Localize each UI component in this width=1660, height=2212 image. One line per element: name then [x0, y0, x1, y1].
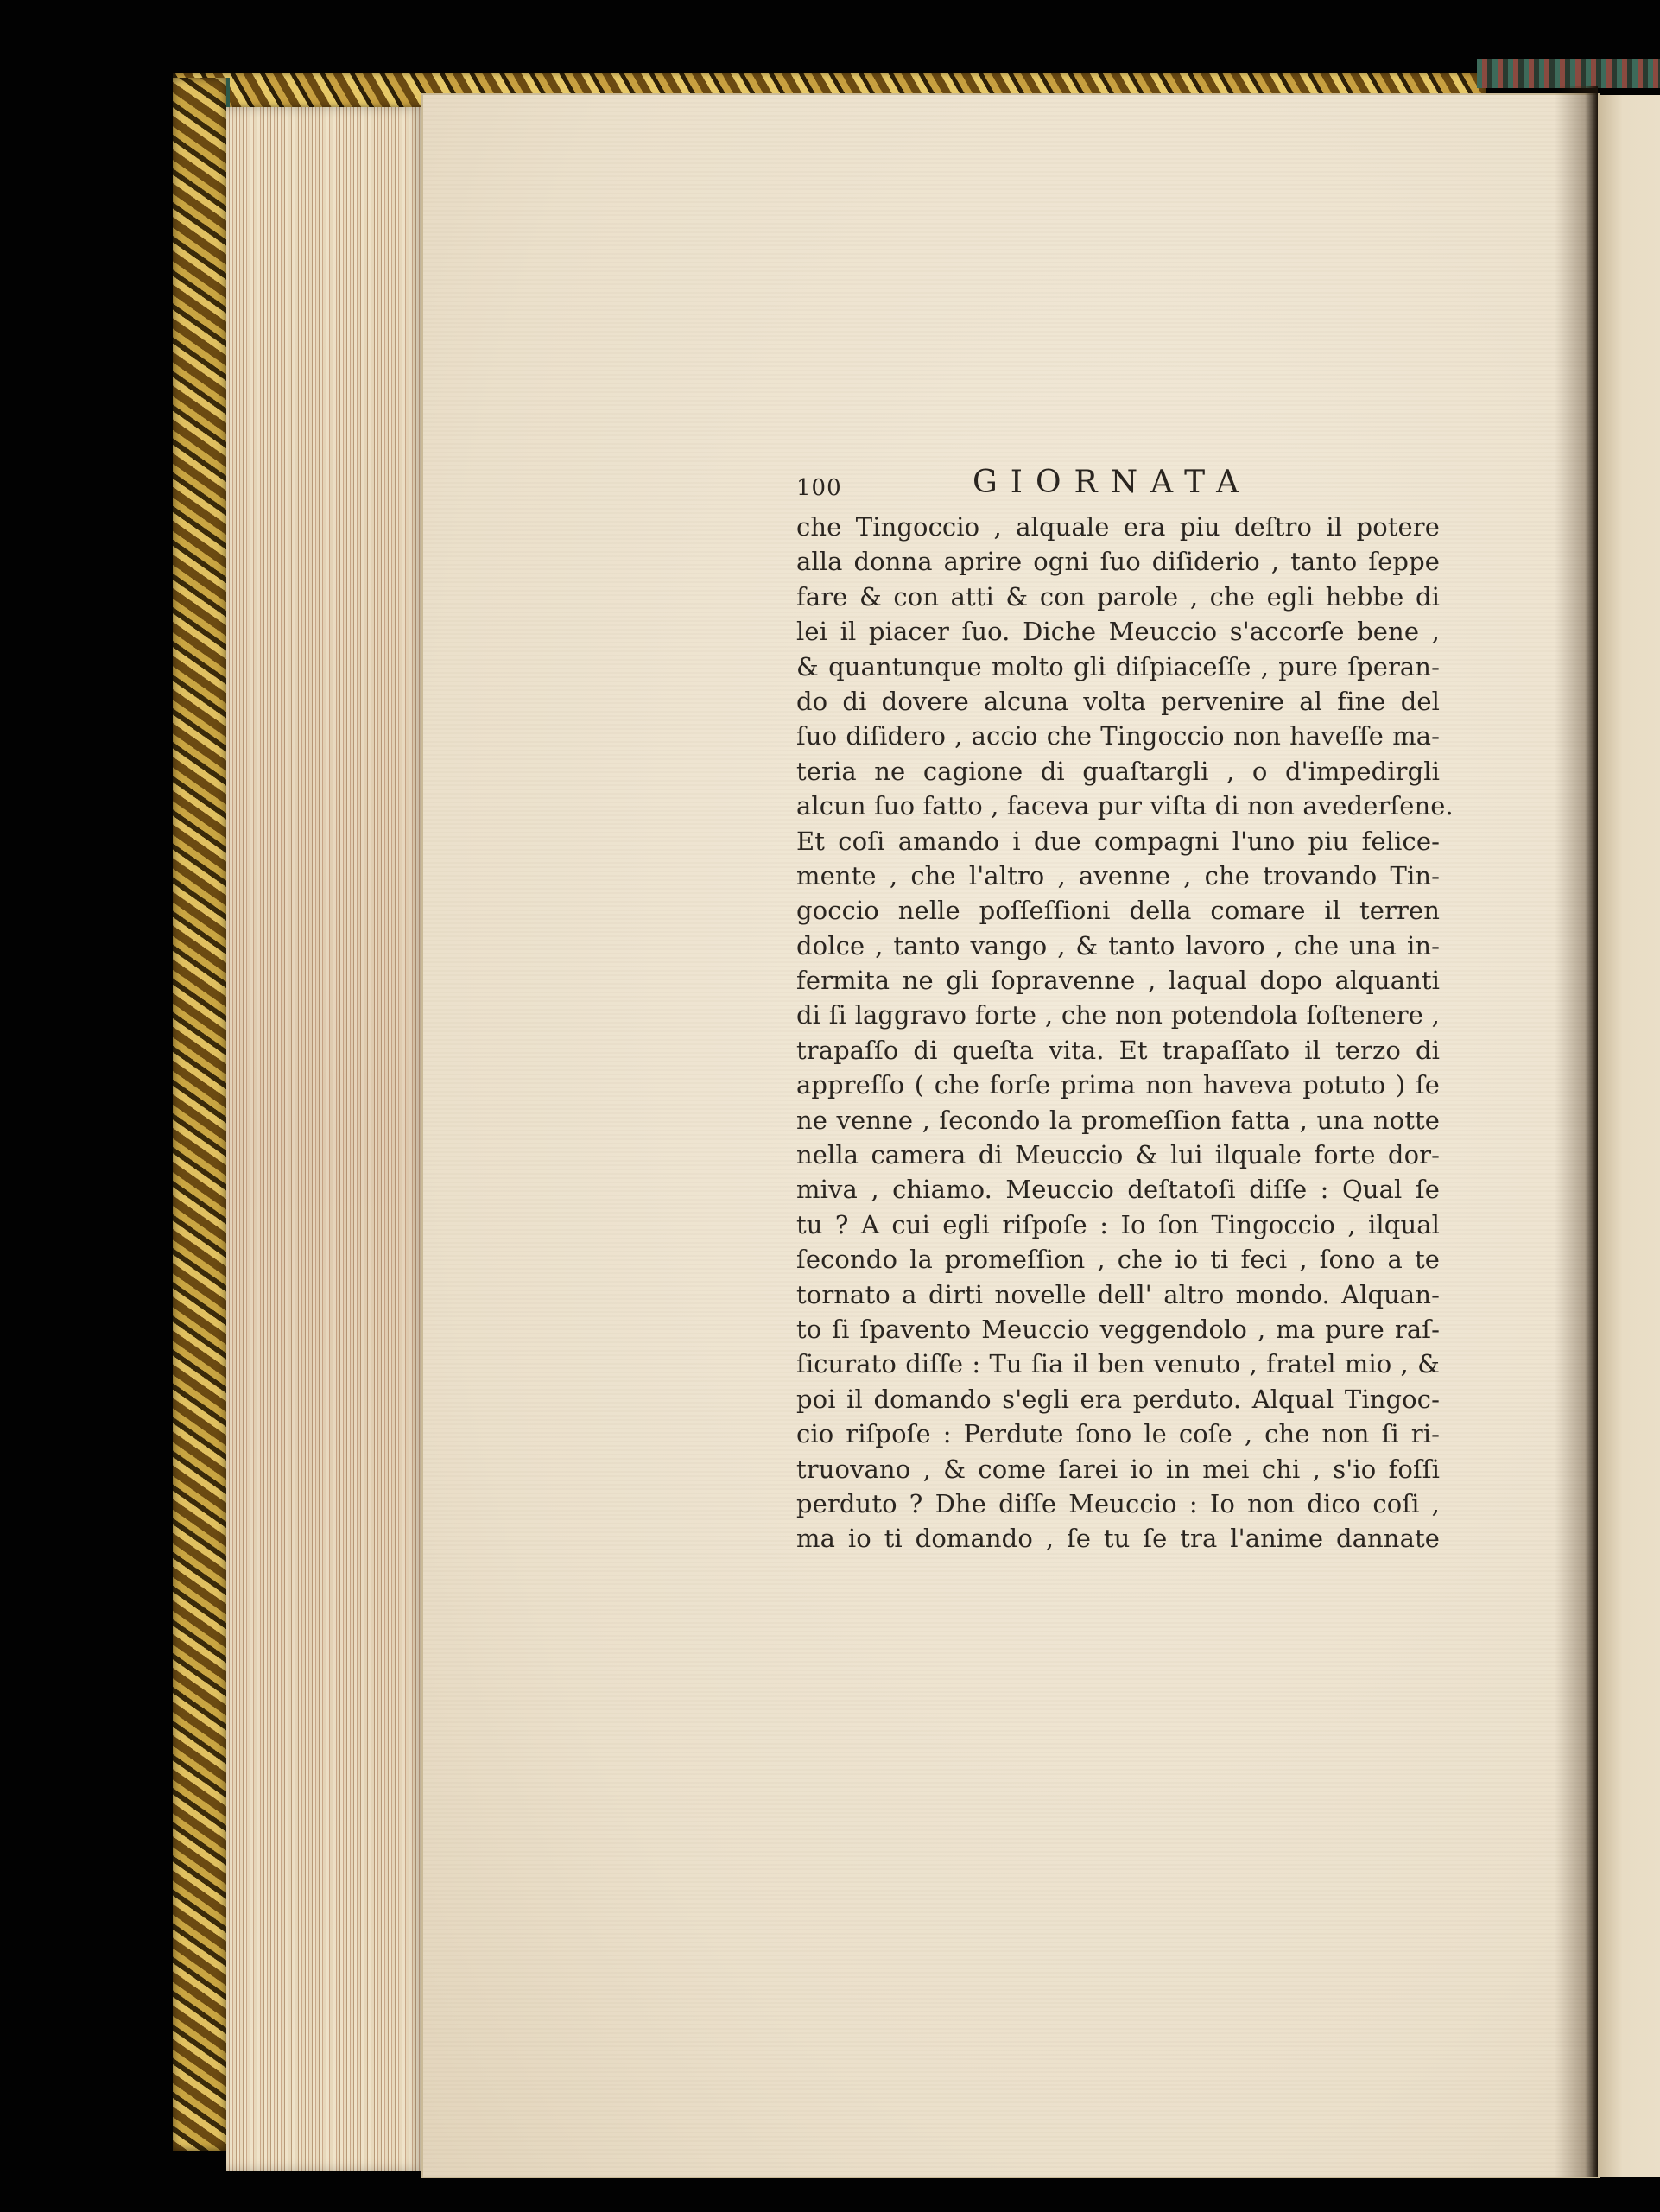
text-line: mente , che l'altro , avenne , che trovando Tin-: [796, 860, 1440, 891]
text-line: poi il domando s'egli era perduto. Alqual Tingoc-: [796, 1384, 1440, 1414]
text-line: dolce , tanto vango , & tanto lavoro , che una in-: [796, 930, 1440, 960]
text-line: tornato a dirti novelle dell' altro mondo. Alquan-: [796, 1279, 1440, 1309]
facing-page-edge: [1598, 95, 1660, 2177]
text-line: ſicurato diſſe : Tu ſia il ben venuto , fratel mio , &: [796, 1349, 1440, 1379]
text-line: tu ? A cui egli riſpoſe : Io ſon Tingoccio , ilqual: [796, 1209, 1440, 1239]
text-line: cio riſpoſe : Perdute ſono le coſe , che non ſi ri-: [796, 1419, 1440, 1449]
text-line: goccio nelle poſſeſſioni della comare il terren: [796, 896, 1440, 926]
text-line: ſuo diſidero , accio che Tingoccio non haveſſe ma-: [796, 721, 1440, 751]
text-line: miva , chiamo. Meuccio deſtatoſi diſſe : Qual ſe: [796, 1175, 1440, 1205]
gilt-left-edge: [173, 78, 230, 2151]
text-line: Et coſi amando i due compagni l'uno piu felice-: [796, 826, 1440, 856]
text-line: truovano , & come ſarei io in mei chi , s'io foſſi: [796, 1454, 1440, 1484]
text-line: alcun ſuo fatto , faceva pur viſta di non avederſene.: [796, 791, 1454, 821]
text-line: lei il piacer ſuo. Diche Meuccio s'accorſe bene ,: [796, 617, 1440, 647]
text-line: nella camera di Meuccio & lui ilquale forte dor-: [796, 1140, 1440, 1170]
text-line: ne venne , ſecondo la promeſſion fatta , una notte: [796, 1105, 1440, 1135]
text-line: to ſi ſpavento Meuccio veggendolo , ma pure raſ-: [796, 1314, 1440, 1344]
text-line: fermita ne gli ſopravenne , laqual dopo alquanti: [796, 966, 1440, 996]
page-stack-fore-edge: [226, 107, 425, 2171]
text-line: trapaſſo di queſta vita. Et trapaſſato il terzo di: [796, 1035, 1440, 1065]
text-line: teria ne cagione di guaſtargli , o d'impedirgli: [796, 756, 1440, 786]
text-line: ma io ti domando , ſe tu ſe tra l'anime dannate: [796, 1524, 1440, 1554]
text-line: fare & con atti & con parole , che egli hebbe di: [796, 581, 1440, 612]
running-head: [796, 465, 1440, 510]
text-line: appreſſo ( che forſe prima non haveva potuto ) ſe: [796, 1070, 1440, 1100]
text-line: di ſi laggravo forte , che non potendola ſoſtenere ,: [796, 1000, 1440, 1030]
text-line: do di dovere alcuna volta pervenire al fine del: [796, 686, 1440, 716]
body-text: [796, 510, 1454, 1556]
text-line: alla donna aprire ogni ſuo diſiderio , tanto ſeppe: [796, 547, 1440, 577]
text-line: & quantunque molto gli diſpiaceſſe , pure ſperan-: [796, 651, 1440, 681]
text-line: ſecondo la promeſſion , che io ti feci , ſono a te: [796, 1245, 1440, 1275]
text-line: che Tingoccio , alquale era piu deſtro il potere: [796, 512, 1440, 542]
page-number: 100: [796, 475, 842, 501]
text-line: perduto ? Dhe diſſe Meuccio : Io non dico coſi ,: [796, 1488, 1440, 1518]
headband: [1477, 59, 1660, 88]
text-block: [796, 465, 1454, 1556]
book-gutter: [1555, 86, 1598, 2177]
running-title: GIORNATA: [973, 465, 1252, 500]
